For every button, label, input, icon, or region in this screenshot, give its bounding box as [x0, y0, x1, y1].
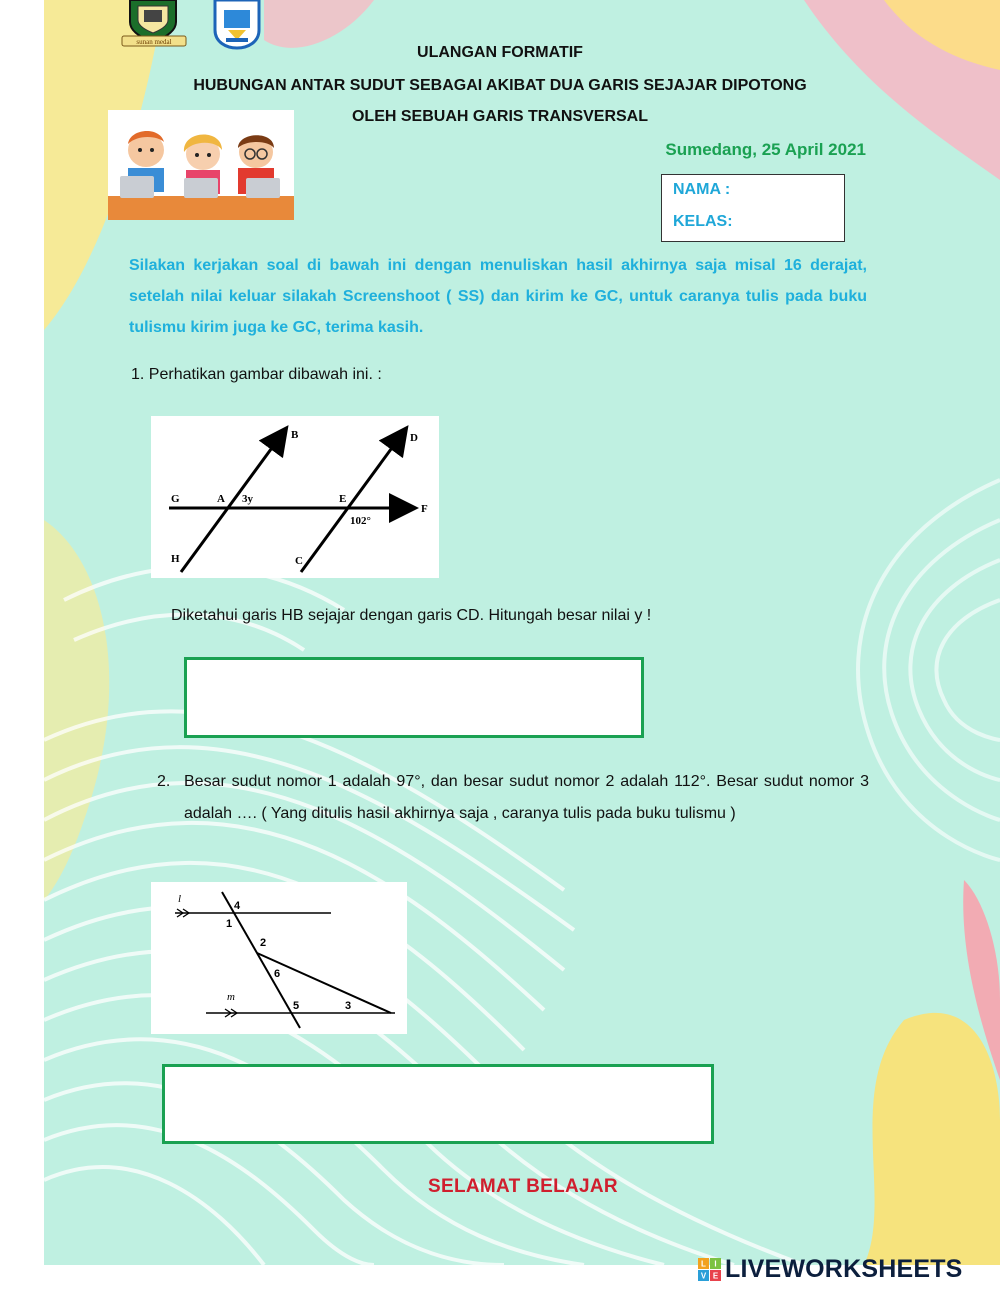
student-info-box: [661, 174, 845, 242]
label-4: 4: [234, 900, 241, 912]
worksheet-subtitle-line2: OLEH SEBUAH GARIS TRANSVERSAL: [351, 108, 649, 125]
badge-letter-i: I: [714, 1259, 717, 1269]
question1-given: Diketahui garis HB sejajar dengan garis CD. Hitungah besar nilai y !: [171, 607, 652, 624]
liveworksheets-logo-icon: [698, 1258, 722, 1282]
worksheet-title: ULANGAN FORMATIF: [417, 44, 583, 61]
school-logo: [212, 0, 262, 50]
label-l: l: [178, 893, 182, 905]
label-b: B: [291, 429, 299, 441]
badge-letter-v: V: [700, 1271, 707, 1281]
label-c: C: [295, 555, 303, 567]
label-g: G: [171, 493, 180, 505]
worksheet-date: Sumedang, 25 April 2021: [665, 140, 866, 159]
label-a: A: [217, 493, 225, 505]
label-angle-3y: 3y: [242, 493, 253, 505]
label-angle-102: 102°: [350, 515, 371, 527]
question1-answer-box[interactable]: [184, 657, 644, 738]
worksheet-subtitle-line1: HUBUNGAN ANTAR SUDUT SEBAGAI AKIBAT DUA GARIS SEJAJAR DIPOTONG: [193, 77, 807, 94]
label-f: F: [421, 503, 428, 515]
name-label: NAMA :: [673, 181, 731, 198]
label-5: 5: [293, 1000, 300, 1012]
question2-answer-box[interactable]: [162, 1064, 714, 1144]
label-2: 2: [260, 937, 267, 949]
label-3: 3: [345, 1000, 352, 1012]
class-label: KELAS:: [673, 213, 733, 230]
question1-prompt: 1. Perhatikan gambar dibawah ini. :: [131, 366, 382, 383]
question2-triangle-figure: [151, 882, 407, 1034]
label-h: H: [171, 553, 180, 565]
students-at-laptops-illustration: [108, 110, 294, 220]
question2: [157, 766, 869, 830]
liveworksheets-text: LIVEWORKSHEETS: [725, 1255, 963, 1283]
label-m: m: [227, 991, 235, 1003]
label-6: 6: [274, 968, 281, 980]
closing-message: SELAMAT BELAJAR: [428, 1176, 618, 1197]
regency-crest-logo: [118, 0, 190, 48]
triangle-side: [257, 953, 391, 1013]
label-e: E: [339, 493, 347, 505]
line-hb: [181, 430, 285, 572]
question1-parallel-lines-figure: [151, 416, 439, 578]
logo1-motto: sunan medal: [136, 38, 172, 46]
question2-text: Besar sudut nomor 1 adalah 97°, dan besar sudut nomor 2 adalah 112°. Besar sudut nomor 3 adalah …. ( Yang ditulis hasil akhirnya saja , caranya tulis pada buku tulismu ): [184, 773, 869, 822]
question2-number: 2.: [157, 773, 171, 790]
badge-letter-l: L: [701, 1259, 706, 1269]
label-1: 1: [226, 918, 233, 930]
line-cd: [301, 430, 405, 572]
label-d: D: [410, 432, 418, 444]
instructions-text: Silakan kerjakan soal di bawah ini dengan menuliskan hasil akhirnya saja misal 16 derajat, setelah nilai keluar silakah Screenshoot ( SS) dan kirim ke GC, untuk caranya tulis pada buku tulismu kirim juga ke GC, terima kasih.: [129, 257, 867, 336]
badge-letter-e: E: [712, 1271, 719, 1281]
